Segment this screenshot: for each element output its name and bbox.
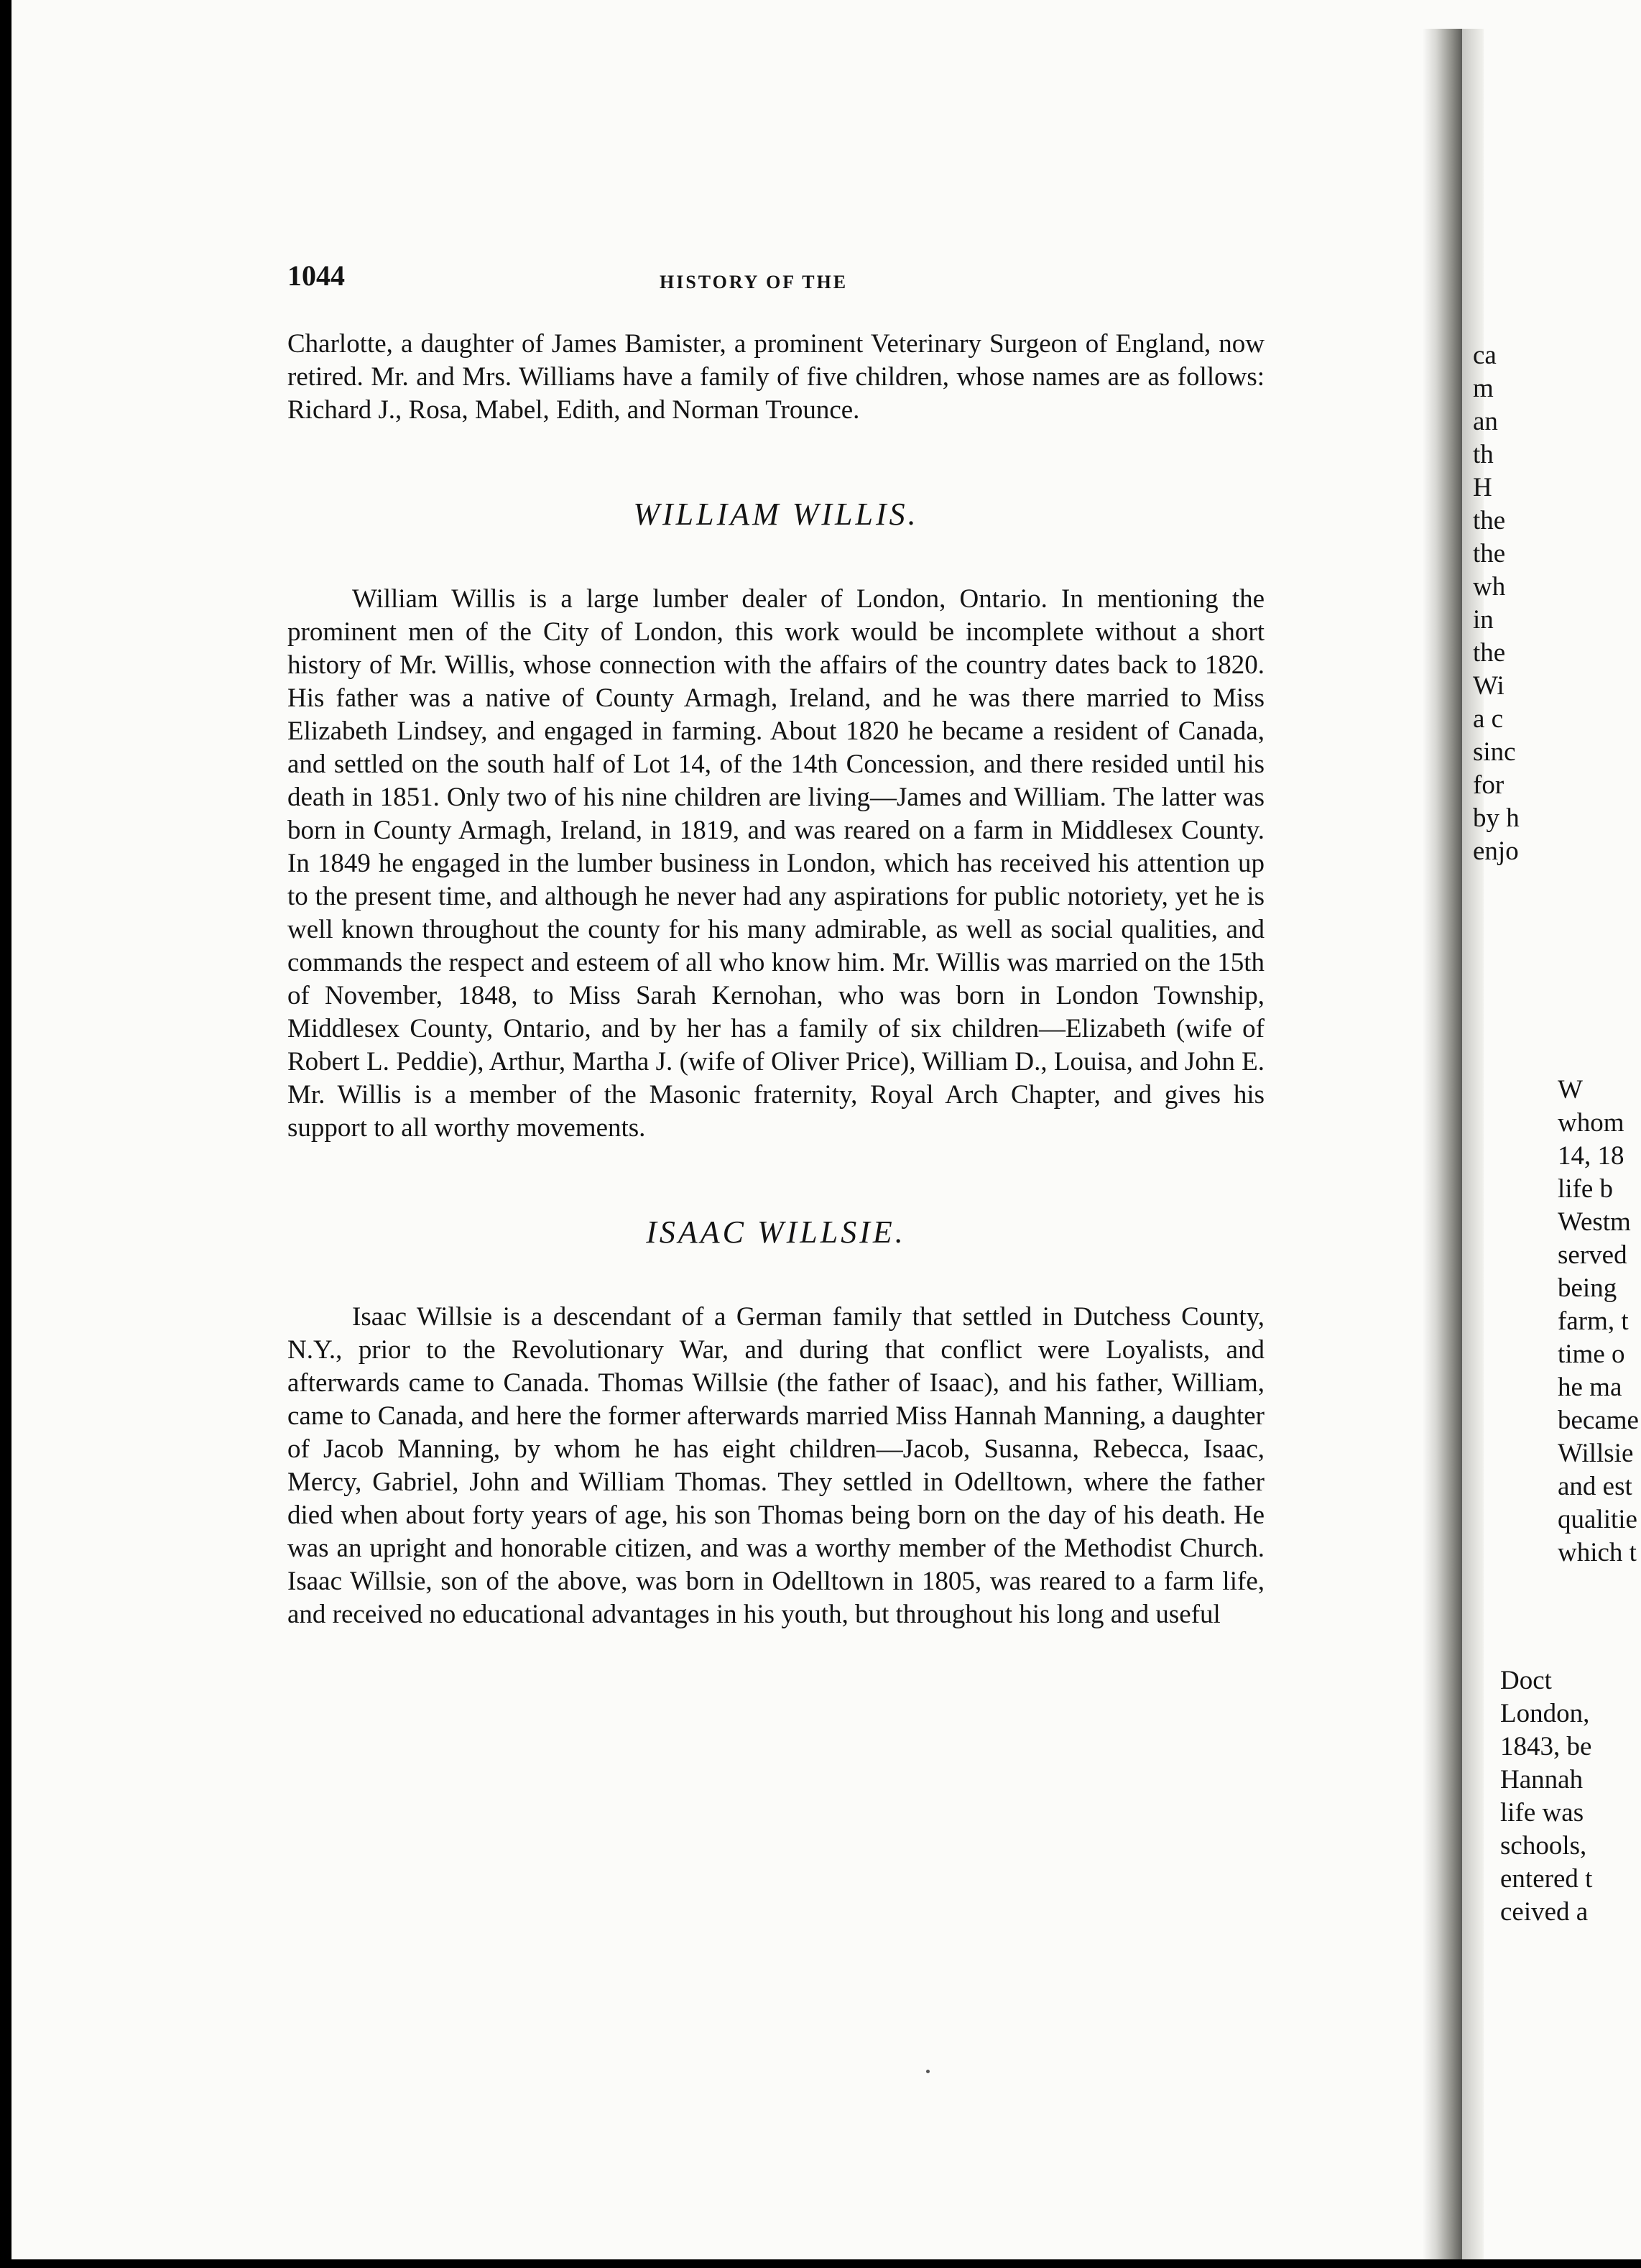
facing-page-line: served bbox=[1558, 1240, 1627, 1270]
intro-paragraph: Charlotte, a daughter of James Bamister, a prominent Veterinary Surgeon of England, now retired. Mr. and Mrs. Williams have a family of five children, whose names are as follows: Richard J., Rosa, Mabel, Edith, and Norman Trounce. bbox=[287, 329, 1265, 425]
facing-page-line: 1843, be bbox=[1500, 1732, 1592, 1761]
section-heading-isaac-willsie: ISAAC WILLSIE. bbox=[646, 1214, 906, 1250]
facing-page-line: ceived a bbox=[1500, 1897, 1589, 1927]
facing-page-line: wh bbox=[1473, 572, 1506, 601]
facing-page-fragment-1 bbox=[1473, 339, 1638, 868]
facing-page-line: entered t bbox=[1500, 1864, 1593, 1894]
facing-page-line: in bbox=[1473, 605, 1494, 635]
section-text-william-willis: William Willis is a large lumber dealer of London, Ontario. In mentioning the prominent men of the City of London, this work would be incomplete without a short history of Mr. Willis, whose connection with the affairs of the country dates back to 1820. His father was a native of County Armagh, Ireland, and he was there married to Miss Elizabeth Lindsey, and engaged in farming. About 1820 he became a resident of Canada, and settled on the south half of Lot 14, of the 14th Concession, and there resided until his death in 1851. Only two of his nine children are living—James and William. The latter was born in County Armagh, Ireland, in 1819, and was reared on a farm in Middlesex County. In 1849 he engaged in the lumber business in London, which has received his attention up to the present time, and although he never had any aspirations for public notoriety, yet he is well known throughout the county for his many admirable, as well as social qualities, and commands the respect and esteem of all who know him. Mr. Willis was married on the 15th of November, 1848, to Miss Sarah Kernohan, who was born in London Township, Middlesex County, Ontario, and by her has a family of six children—Elizabeth (wife of Robert L. Peddie), Arthur, Martha J. (wife of Oliver Price), William D., Louisa, and John E. Mr. Willis is a member of the Masonic fraternity, Royal Arch Chapter, and gives his support to all worthy movements. bbox=[287, 584, 1265, 1143]
facing-page-line: th bbox=[1473, 440, 1494, 469]
facing-page-line: for bbox=[1473, 770, 1504, 800]
facing-page-line: London, bbox=[1500, 1699, 1590, 1728]
facing-page-line: qualitie bbox=[1558, 1505, 1637, 1534]
facing-page-line: being bbox=[1558, 1273, 1617, 1303]
facing-page-line: the bbox=[1473, 539, 1506, 568]
facing-page-line: Willsie bbox=[1558, 1439, 1634, 1468]
facing-page-line: sinc bbox=[1473, 737, 1516, 767]
running-header bbox=[287, 259, 1265, 302]
page-content bbox=[287, 259, 1265, 1631]
facing-page-line: and est bbox=[1558, 1472, 1632, 1501]
facing-page-fragment-3 bbox=[1500, 1664, 1641, 1929]
facing-page-line: he ma bbox=[1558, 1373, 1622, 1402]
facing-page-line: an bbox=[1473, 407, 1498, 436]
facing-page-line: ca bbox=[1473, 341, 1497, 370]
facing-page-line: the bbox=[1473, 638, 1506, 668]
facing-page-line: Westm bbox=[1558, 1207, 1631, 1237]
facing-page-line: schools, bbox=[1500, 1831, 1587, 1861]
facing-page-line: whom bbox=[1558, 1108, 1624, 1138]
facing-page-line: Hannah bbox=[1500, 1765, 1584, 1794]
section-heading-william-willis: WILLIAM WILLIS. bbox=[633, 497, 919, 532]
facing-page-line: the bbox=[1473, 506, 1506, 535]
facing-page-line: life b bbox=[1558, 1174, 1614, 1204]
print-speck bbox=[926, 2070, 930, 2073]
running-title: HISTORY OF THE bbox=[660, 272, 849, 292]
facing-page-line: H bbox=[1473, 473, 1492, 502]
book-gutter-shadow bbox=[1423, 29, 1462, 2259]
facing-page-line: m bbox=[1473, 374, 1494, 403]
facing-page-line: which t bbox=[1558, 1538, 1637, 1567]
facing-page-line: 14, 18 bbox=[1558, 1141, 1624, 1171]
facing-page-line: life was bbox=[1500, 1798, 1584, 1827]
facing-page-line: enjo bbox=[1473, 836, 1519, 866]
facing-page-line: W bbox=[1558, 1075, 1583, 1105]
facing-page-line: a c bbox=[1473, 704, 1504, 734]
facing-page-line: Doct bbox=[1500, 1666, 1552, 1695]
section-text-isaac-willsie: Isaac Willsie is a descendant of a German family that settled in Dutchess County, N.Y., prior to the Revolutionary War, and during that conflict were Loyalists, and afterwards came to Canada. Thomas Willsie (the father of Isaac), and his father, William, came to Canada, and here the former afterwards married Miss Hannah Manning, a daughter of Jacob Manning, by whom he has eight children—Jacob, Susanna, Rebecca, Isaac, Mercy, Gabriel, John and William Thomas. They settled in Odelltown, where the father died when about forty years of age, his son Thomas being born on the day of his death. He was an upright and honorable citizen, and was a worthy member of the Methodist Church. Isaac Willsie, son of the above, was born in Odelltown in 1805, was reared to a farm life, and received no educational advantages in his youth, but throughout his long and useful bbox=[287, 1302, 1265, 1629]
page-number: 1044 bbox=[287, 259, 345, 292]
facing-page-line: by h bbox=[1473, 803, 1520, 833]
facing-page-line: time o bbox=[1558, 1340, 1625, 1369]
facing-page-line: farm, t bbox=[1558, 1306, 1629, 1336]
facing-page-fragment-2 bbox=[1558, 1074, 1641, 1569]
facing-page-line: became bbox=[1558, 1406, 1639, 1435]
facing-page-line: Wi bbox=[1473, 671, 1504, 701]
